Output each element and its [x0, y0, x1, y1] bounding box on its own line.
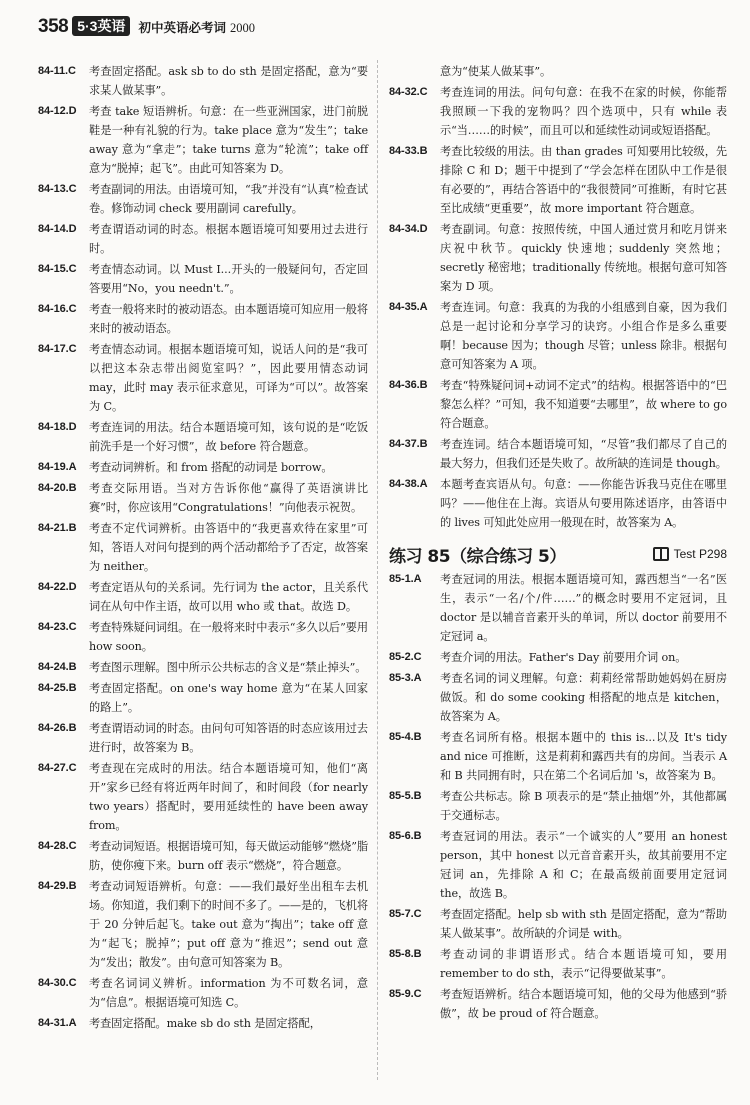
answer-explanation: 考查情态动词。根据本题语境可知，说话人问的是“我可以把这本杂志带出阅览室吗？”，因此要用情态动词 may，此时 may 表示征求意见，可译为“可以”。故答案为 C。: [89, 343, 368, 413]
answer-entry: [389, 648, 727, 667]
answer-number: 85-9.C: [389, 988, 422, 1000]
answer-explanation: 考查动词辨析。和 from 搭配的动词是 borrow。: [89, 461, 333, 474]
answer-number: 84-30.C: [38, 977, 77, 989]
answer-entry: [389, 435, 727, 473]
answer-number: 84-38.A: [389, 478, 428, 490]
section-title: 练习 85（综合练习 5）: [389, 546, 566, 567]
column-divider: [377, 60, 378, 1080]
answer-entry: [389, 787, 727, 825]
right-column-bottom-entries: [389, 570, 727, 1023]
answer-number: 85-4.B: [389, 731, 422, 743]
answer-number: 84-16.C: [38, 303, 77, 315]
answer-entry: [389, 985, 727, 1023]
answer-number: 84-22.D: [38, 581, 77, 593]
answer-entry: [389, 376, 727, 433]
answer-entry: [38, 300, 368, 338]
answer-number: 84-27.C: [38, 762, 77, 774]
section-ref-text: Test P298: [673, 547, 727, 561]
answer-explanation: 考查名词的词义理解。句意：莉莉经常帮助她妈妈在厨房做饭。和 do some cooking 相搭配的地点是 kitchen，故答案为 A。: [440, 672, 727, 723]
answer-entry: [389, 905, 727, 943]
left-column: [38, 62, 368, 1035]
answer-explanation: 考查“特殊疑问词+动词不定式”的结构。根据答语中的“巴黎怎么样？”可知，我不知道要“去哪里”，故 where to go 符合题意。: [440, 379, 727, 430]
answer-entry: [389, 62, 727, 81]
answer-explanation: 考查副词。句意：按照传统，中国人通过赏月和吃月饼来庆祝中秋节。quickly 快速地；suddenly 突然地；secretly 秘密地；traditionally 传统地。根据句意可知答案为 D 项。: [440, 223, 727, 293]
answer-entry: [38, 877, 368, 972]
answer-entry: [38, 519, 368, 576]
brand-logo: 5·3英语: [72, 16, 130, 36]
answer-number: 85-3.A: [389, 672, 422, 684]
answer-entry: [389, 220, 727, 296]
answer-entry: [38, 340, 368, 416]
answer-number: 85-6.B: [389, 830, 422, 842]
answer-number: 84-14.D: [38, 223, 77, 235]
answer-explanation: 考查连词的用法。结合本题语境可知，该句说的是“吃饭前洗手是一个好习惯”，故 before 符合题意。: [89, 421, 368, 453]
answer-number: 84-21.B: [38, 522, 77, 534]
answer-entry: [38, 102, 368, 178]
book-title: 初中英语必考词: [138, 20, 226, 35]
answer-explanation: 考查 take 短语辨析。句意：在一些亚洲国家，进门前脱鞋是一种有礼貌的行为。take place 意为“发生”；take away 意为“拿走”；take turns 意为“轮流”；take off 意为“脱掉；起飞”。由此可知答案为 D。: [89, 105, 368, 175]
answer-entry: [38, 974, 368, 1012]
answer-explanation: 考查特殊疑问词组。在一般将来时中表示“多久以后”要用 how soon。: [89, 621, 368, 653]
right-column-top-entries: [389, 62, 727, 532]
answer-number: 85-5.B: [389, 790, 422, 802]
answer-number: 84-13.C: [38, 183, 77, 195]
answer-explanation: 考查介词的用法。Father's Day 前要用介词 on。: [440, 651, 687, 664]
answer-entry: [38, 418, 368, 456]
section-test-reference: [653, 547, 727, 561]
answer-explanation: 考查公共标志。除 B 项表示的是“禁止抽烟”外，其他都属于交通标志。: [440, 790, 727, 822]
answer-entry: [38, 479, 368, 517]
book-title-year: 2000: [229, 21, 255, 35]
answer-entry: [38, 260, 368, 298]
right-column: [389, 62, 727, 1025]
answer-entry: [389, 570, 727, 646]
answer-number: 85-1.A: [389, 573, 422, 585]
answer-entry: [389, 827, 727, 903]
answer-explanation: 考查副词的用法。由语境可知，“我”并没有“认真”检查试卷。修饰动词 check 要用副词 carefully。: [89, 183, 368, 215]
answer-number: 84-31.A: [38, 1017, 77, 1029]
answer-entry: [389, 298, 727, 374]
answer-explanation: 考查交际用语。当对方告诉你他“赢得了英语演讲比赛”时，你应该用“Congratulations！”向他表示祝贺。: [89, 482, 368, 514]
answer-explanation: 考查冠词的用法。根据本题语境可知，露西想当“一名”医生，表示“一名/个/件……”的概念时要用不定冠词，且 doctor 是以辅音音素开头的单词，所以 doctor 前要用不定冠词 a。: [440, 573, 727, 643]
answer-explanation: 考查动词的非谓语形式。结合本题语境可知，要用 remember to do sth，表示“记得要做某事”。: [440, 948, 727, 980]
answer-number: 85-8.B: [389, 948, 422, 960]
answer-explanation: 考查冠词的用法。表示“一个诚实的人”要用 an honest person，其中 honest 以元音音素开头，故其前要用不定冠词 an，先排除 A 和 C；在最高级前面要用定冠词 the，故选 B。: [440, 830, 727, 900]
answer-entry: [38, 458, 368, 477]
answer-number: 84-18.D: [38, 421, 77, 433]
answer-entry: [38, 1014, 368, 1033]
page-header: [38, 16, 255, 42]
answer-number: 84-37.B: [389, 438, 428, 450]
answer-number: 84-15.C: [38, 263, 77, 275]
answer-entry: [38, 618, 368, 656]
answer-explanation: 考查固定搭配。help sb with sth 是固定搭配，意为“帮助某人做某事”。故所缺的介词是 with。: [440, 908, 727, 940]
answer-explanation: 考查一般将来时的被动语态。由本题语境可知应用一般将来时的被动语态。: [89, 303, 368, 335]
answer-entry: [389, 142, 727, 218]
answer-number: 84-33.B: [389, 145, 428, 157]
page-number: 358: [38, 16, 69, 37]
answer-explanation: 考查动词短语辨析。句意：——我们最好坐出租车去机场。你知道，我们剩下的时间不多了。——是的，飞机将于 20 分钟后起飞。take out 意为“掏出”；take off 意为“起飞；脱掉”；put off 意为“推迟”；send out 意为“发出；散发”。由句意可知答案为 B。: [89, 880, 368, 969]
answer-explanation: 考查连词。结合本题语境可知，“尽管”我们都尽了自己的最大努力，但我们还是失败了。故所缺的连词是 though。: [440, 438, 727, 470]
answer-explanation: 考查连词。句意：我真的为我的小组感到自豪，因为我们总是一起讨论和分享学习的诀窍。小组合作是多么重要啊！because 因为；though 尽管；unless 除非。根据句意可知答案为 A 项。: [440, 301, 727, 371]
answer-entry: [38, 578, 368, 616]
answer-entry: [389, 83, 727, 140]
answer-explanation: 考查不定代词辨析。由答语中的“我更喜欢待在家里”可知，答语人对问句提到的两个活动都给予了否定，故答案为 neither。: [89, 522, 368, 573]
answer-explanation: 意为“使某人做某事”。: [440, 65, 552, 78]
answer-explanation: 考查比较级的用法。由 than grades 可知要用比较级，先排除 C 和 D；题干中提到了“学会怎样在团队中工作是很有必要的”，再结合答语中的“我很赞同”可推断，有时它甚至比成绩“更重要”，故 more important 符合题意。: [440, 145, 727, 215]
answer-entry: [38, 220, 368, 258]
answer-entry: [389, 945, 727, 983]
answer-entry: [389, 475, 727, 532]
answer-number: 84-26.B: [38, 722, 77, 734]
book-icon: [653, 547, 669, 561]
answer-entry: [38, 759, 368, 835]
answer-explanation: 考查谓语动词的时态。由问句可知答语的时态应该用过去进行时，故答案为 B。: [89, 722, 368, 754]
answer-entry: [38, 62, 368, 100]
answer-explanation: 考查情态动词。以 Must I...开头的一般疑问句，否定回答要用“No，you needn't.”。: [89, 263, 368, 295]
answer-number: 84-20.B: [38, 482, 77, 494]
answer-explanation: 本题考查宾语从句。句意：——你能告诉我马克住在哪里吗？——他住在上海。宾语从句要用陈述语序，由答语中的 lives 可知此处应用一般现在时，故答案为 A。: [440, 478, 727, 529]
answer-number: 84-25.B: [38, 682, 77, 694]
answer-number: 84-29.B: [38, 880, 77, 892]
answer-entry: [389, 669, 727, 726]
answer-number: 84-24.B: [38, 661, 77, 673]
answer-explanation: 考查固定搭配。make sb do sth 是固定搭配，: [89, 1017, 321, 1030]
answer-number: 84-32.C: [389, 86, 428, 98]
answer-explanation: 考查名词所有格。根据本题中的 this is...以及 It's tidy and nice 可推断，这是莉莉和露西共有的房间。当表示 A 和 B 共同拥有时，只在第二个名词后加 's，故答案为 B。: [440, 731, 727, 782]
answer-explanation: 考查连词的用法。问句句意：在我不在家的时候，你能帮我照顾一下我的宠物吗？四个选项中，只有 while 表示“当……的时候”，而且可以和延续性动词或短语搭配。: [440, 86, 727, 137]
answer-entry: [38, 180, 368, 218]
answer-explanation: 考查定语从句的关系词。先行词为 the actor，且关系代词在从句中作主语，故可以用 who 或 that。故选 D。: [89, 581, 368, 613]
answer-number: 84-17.C: [38, 343, 77, 355]
answer-number: 84-28.C: [38, 840, 77, 852]
answer-entry: [38, 679, 368, 717]
answer-number: 84-12.D: [38, 105, 77, 117]
answer-number: 84-23.C: [38, 621, 77, 633]
answer-explanation: 考查谓语动词的时态。根据本题语境可知要用过去进行时。: [89, 223, 368, 255]
answer-entry: [389, 728, 727, 785]
answer-explanation: 考查名词词义辨析。information 为不可数名词，意为“信息”。根据语境可知选 C。: [89, 977, 368, 1009]
answer-explanation: 考查图示理解。图中所示公共标志的含义是“禁止掉头”。: [89, 661, 367, 674]
answer-explanation: 考查短语辨析。结合本题语境可知，他的父母为他感到“骄傲”，故 be proud of 符合题意。: [440, 988, 727, 1020]
answer-number: 84-35.A: [389, 301, 428, 313]
answer-explanation: 考查固定搭配。on one's way home 意为“在某人回家的路上”。: [89, 682, 368, 714]
answer-number: 85-2.C: [389, 651, 422, 663]
answer-explanation: 考查现在完成时的用法。结合本题语境可知，他们“离开”家乡已经有将近两年时间了，和时间段（for nearly two years）搭配时，要用延续性的 have been away from。: [89, 762, 368, 832]
answer-entry: [38, 837, 368, 875]
answer-explanation: 考查动词短语。根据语境可知，每天做运动能够“燃烧”脂肪，使你瘦下来。burn off 表示“燃烧”，符合题意。: [89, 840, 368, 872]
answer-entry: [38, 658, 368, 677]
answer-number: 84-36.B: [389, 379, 428, 391]
answer-number: 84-11.C: [38, 65, 76, 77]
answer-number: 84-19.A: [38, 461, 77, 473]
answer-number: 85-7.C: [389, 908, 422, 920]
section-header: [389, 542, 727, 566]
answer-number: 84-34.D: [389, 223, 428, 235]
answer-explanation: 考查固定搭配。ask sb to do sth 是固定搭配，意为“要求某人做某事”。: [89, 65, 368, 97]
answer-entry: [38, 719, 368, 757]
